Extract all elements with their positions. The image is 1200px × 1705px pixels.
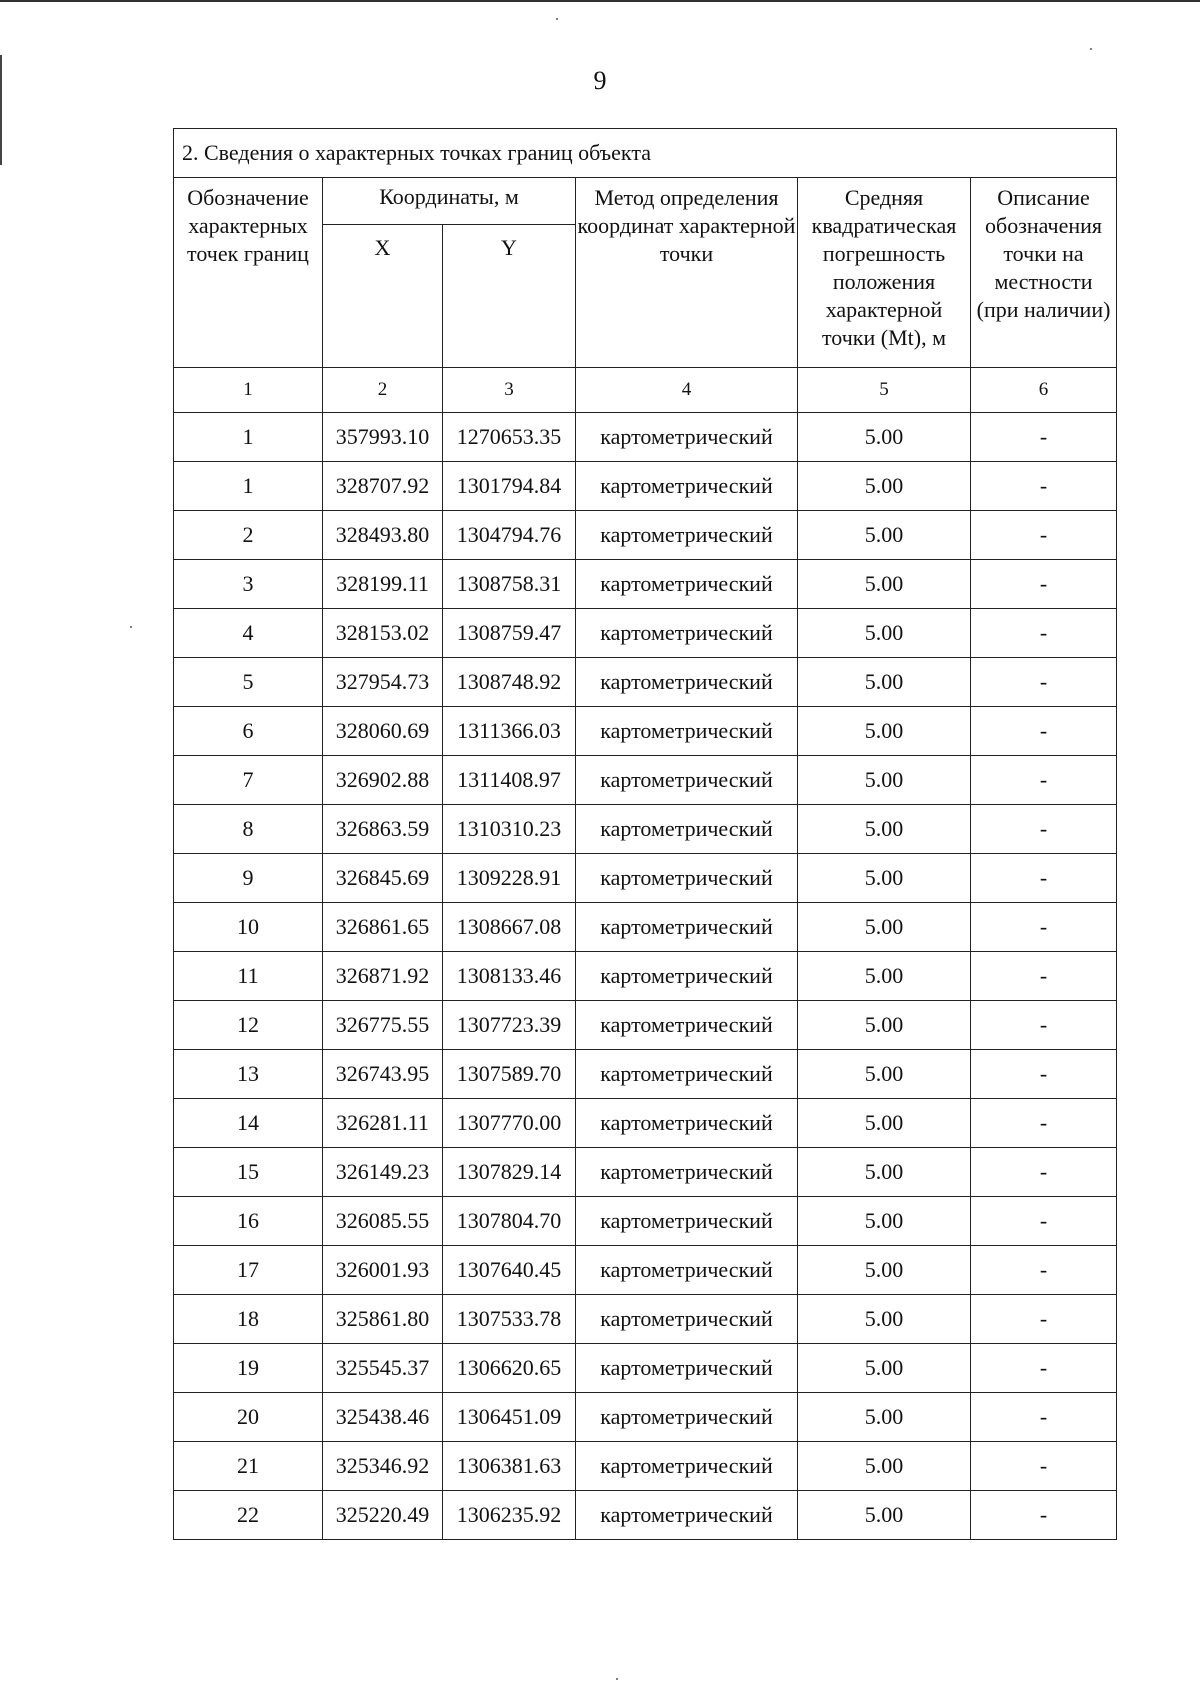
point-number-cell: 2 — [174, 511, 323, 560]
point-number-cell: 16 — [174, 1197, 323, 1246]
x-coordinate-cell: 326861.65 — [323, 903, 443, 952]
table-row — [174, 462, 1117, 511]
x-coordinate-cell: 326902.88 — [323, 756, 443, 805]
table-row — [174, 1099, 1117, 1148]
point-number-cell: 11 — [174, 952, 323, 1001]
description-cell: - — [971, 805, 1117, 854]
x-coordinate-cell: 328199.11 — [323, 560, 443, 609]
table-row — [174, 952, 1117, 1001]
x-coordinate-cell: 326743.95 — [323, 1050, 443, 1099]
x-coordinate-cell: 325545.37 — [323, 1344, 443, 1393]
error-cell: 5.00 — [798, 413, 971, 462]
y-coordinate-cell: 1307533.78 — [443, 1295, 576, 1344]
header-y: Y — [443, 225, 576, 368]
column-number: 2 — [323, 368, 443, 413]
y-coordinate-cell: 1308667.08 — [443, 903, 576, 952]
method-cell: картометрический — [576, 903, 798, 952]
x-coordinate-cell: 326775.55 — [323, 1001, 443, 1050]
table-row — [174, 707, 1117, 756]
header-x: X — [323, 225, 443, 368]
section-title: 2. Сведения о характерных точках границ объекта — [174, 129, 1117, 178]
point-number-cell: 9 — [174, 854, 323, 903]
x-coordinate-cell: 326085.55 — [323, 1197, 443, 1246]
column-number: 5 — [798, 368, 971, 413]
x-coordinate-cell: 325220.49 — [323, 1491, 443, 1540]
description-cell: - — [971, 609, 1117, 658]
column-number: 4 — [576, 368, 798, 413]
y-coordinate-cell: 1308133.46 — [443, 952, 576, 1001]
table-row — [174, 1001, 1117, 1050]
description-cell: - — [971, 952, 1117, 1001]
point-number-cell: 1 — [174, 462, 323, 511]
table-row — [174, 1344, 1117, 1393]
header-method: Метод определения координат характерной точки — [576, 178, 798, 368]
y-coordinate-cell: 1311366.03 — [443, 707, 576, 756]
error-cell: 5.00 — [798, 854, 971, 903]
scan-speck — [556, 18, 558, 20]
description-cell: - — [971, 511, 1117, 560]
description-cell: - — [971, 1442, 1117, 1491]
point-number-cell: 8 — [174, 805, 323, 854]
method-cell: картометрический — [576, 1001, 798, 1050]
y-coordinate-cell: 1308758.31 — [443, 560, 576, 609]
point-number-cell: 20 — [174, 1393, 323, 1442]
error-cell: 5.00 — [798, 658, 971, 707]
point-number-cell: 14 — [174, 1099, 323, 1148]
table-row — [174, 903, 1117, 952]
y-coordinate-cell: 1308759.47 — [443, 609, 576, 658]
method-cell: картометрический — [576, 1442, 798, 1491]
y-coordinate-cell: 1309228.91 — [443, 854, 576, 903]
column-number: 3 — [443, 368, 576, 413]
x-coordinate-cell: 328493.80 — [323, 511, 443, 560]
y-coordinate-cell: 1307640.45 — [443, 1246, 576, 1295]
x-coordinate-cell: 357993.10 — [323, 413, 443, 462]
y-coordinate-cell: 1308748.92 — [443, 658, 576, 707]
method-cell: картометрический — [576, 952, 798, 1001]
description-cell: - — [971, 1295, 1117, 1344]
description-cell: - — [971, 903, 1117, 952]
y-coordinate-cell: 1307829.14 — [443, 1148, 576, 1197]
x-coordinate-cell: 328153.02 — [323, 609, 443, 658]
x-coordinate-cell: 326281.11 — [323, 1099, 443, 1148]
error-cell: 5.00 — [798, 1099, 971, 1148]
error-cell: 5.00 — [798, 1197, 971, 1246]
error-cell: 5.00 — [798, 462, 971, 511]
point-number-cell: 22 — [174, 1491, 323, 1540]
column-number: 1 — [174, 368, 323, 413]
point-number-cell: 13 — [174, 1050, 323, 1099]
error-cell: 5.00 — [798, 1344, 971, 1393]
error-cell: 5.00 — [798, 903, 971, 952]
x-coordinate-cell: 326871.92 — [323, 952, 443, 1001]
method-cell: картометрический — [576, 1099, 798, 1148]
scan-speck — [130, 626, 132, 628]
header-designation: Обозначение характерных точек границ — [174, 178, 323, 368]
x-coordinate-cell: 325438.46 — [323, 1393, 443, 1442]
x-coordinate-cell: 325861.80 — [323, 1295, 443, 1344]
y-coordinate-cell: 1270653.35 — [443, 413, 576, 462]
method-cell: картометрический — [576, 1148, 798, 1197]
method-cell: картометрический — [576, 1295, 798, 1344]
y-coordinate-cell: 1307589.70 — [443, 1050, 576, 1099]
point-number-cell: 19 — [174, 1344, 323, 1393]
column-number: 6 — [971, 368, 1117, 413]
y-coordinate-cell: 1310310.23 — [443, 805, 576, 854]
y-coordinate-cell: 1307804.70 — [443, 1197, 576, 1246]
error-cell: 5.00 — [798, 1491, 971, 1540]
error-cell: 5.00 — [798, 1442, 971, 1491]
point-number-cell: 1 — [174, 413, 323, 462]
error-cell: 5.00 — [798, 707, 971, 756]
description-cell: - — [971, 462, 1117, 511]
description-cell: - — [971, 1050, 1117, 1099]
method-cell: картометрический — [576, 462, 798, 511]
table-row — [174, 756, 1117, 805]
y-coordinate-cell: 1306235.92 — [443, 1491, 576, 1540]
y-coordinate-cell: 1301794.84 — [443, 462, 576, 511]
error-cell: 5.00 — [798, 756, 971, 805]
table-row — [174, 854, 1117, 903]
description-cell: - — [971, 1001, 1117, 1050]
y-coordinate-cell: 1307770.00 — [443, 1099, 576, 1148]
error-cell: 5.00 — [798, 805, 971, 854]
description-cell: - — [971, 1197, 1117, 1246]
y-coordinate-cell: 1306451.09 — [443, 1393, 576, 1442]
scan-top-edge — [0, 0, 1200, 2]
table-row — [174, 1050, 1117, 1099]
page-number: 9 — [593, 66, 607, 95]
point-number-cell: 7 — [174, 756, 323, 805]
header-coordinates: Координаты, м — [323, 178, 576, 225]
table-row — [174, 1393, 1117, 1442]
column-numbers-row — [174, 368, 1117, 413]
y-coordinate-cell: 1307723.39 — [443, 1001, 576, 1050]
x-coordinate-cell: 327954.73 — [323, 658, 443, 707]
method-cell: картометрический — [576, 1393, 798, 1442]
header-description: Описание обозначения точки на местности (при наличии) — [971, 178, 1117, 368]
description-cell: - — [971, 1246, 1117, 1295]
method-cell: картометрический — [576, 658, 798, 707]
table-row — [174, 413, 1117, 462]
method-cell: картометрический — [576, 1197, 798, 1246]
header-error: Средняя квадратическая погрешность положения характерной точки (Mt), м — [798, 178, 971, 368]
table-row — [174, 609, 1117, 658]
scan-speck — [1090, 48, 1092, 50]
description-cell: - — [971, 658, 1117, 707]
table-row — [174, 511, 1117, 560]
table-row — [174, 1197, 1117, 1246]
method-cell: картометрический — [576, 560, 798, 609]
method-cell: картометрический — [576, 756, 798, 805]
table-row — [174, 560, 1117, 609]
error-cell: 5.00 — [798, 1393, 971, 1442]
table-row — [174, 1442, 1117, 1491]
x-coordinate-cell: 325346.92 — [323, 1442, 443, 1491]
method-cell: картометрический — [576, 413, 798, 462]
description-cell: - — [971, 756, 1117, 805]
error-cell: 5.00 — [798, 609, 971, 658]
method-cell: картометрический — [576, 609, 798, 658]
method-cell: картометрический — [576, 1050, 798, 1099]
description-cell: - — [971, 560, 1117, 609]
error-cell: 5.00 — [798, 1295, 971, 1344]
point-number-cell: 12 — [174, 1001, 323, 1050]
table-row — [174, 805, 1117, 854]
point-number-cell: 21 — [174, 1442, 323, 1491]
table-row — [174, 1295, 1117, 1344]
point-number-cell: 18 — [174, 1295, 323, 1344]
x-coordinate-cell: 328060.69 — [323, 707, 443, 756]
error-cell: 5.00 — [798, 1001, 971, 1050]
error-cell: 5.00 — [798, 952, 971, 1001]
boundary-points-table — [173, 128, 1117, 1540]
method-cell: картометрический — [576, 805, 798, 854]
y-coordinate-cell: 1304794.76 — [443, 511, 576, 560]
error-cell: 5.00 — [798, 1050, 971, 1099]
x-coordinate-cell: 326863.59 — [323, 805, 443, 854]
point-number-cell: 10 — [174, 903, 323, 952]
description-cell: - — [971, 1148, 1117, 1197]
table-row — [174, 1148, 1117, 1197]
error-cell: 5.00 — [798, 1148, 971, 1197]
y-coordinate-cell: 1306381.63 — [443, 1442, 576, 1491]
scan-speck — [616, 1678, 618, 1680]
point-number-cell: 3 — [174, 560, 323, 609]
description-cell: - — [971, 1491, 1117, 1540]
y-coordinate-cell: 1306620.65 — [443, 1344, 576, 1393]
method-cell: картометрический — [576, 707, 798, 756]
x-coordinate-cell: 326845.69 — [323, 854, 443, 903]
error-cell: 5.00 — [798, 560, 971, 609]
point-number-cell: 6 — [174, 707, 323, 756]
table-row — [174, 1491, 1117, 1540]
x-coordinate-cell: 328707.92 — [323, 462, 443, 511]
error-cell: 5.00 — [798, 1246, 971, 1295]
description-cell: - — [971, 854, 1117, 903]
y-coordinate-cell: 1311408.97 — [443, 756, 576, 805]
method-cell: картометрический — [576, 1344, 798, 1393]
method-cell: картометрический — [576, 854, 798, 903]
error-cell: 5.00 — [798, 511, 971, 560]
point-number-cell: 15 — [174, 1148, 323, 1197]
point-number-cell: 5 — [174, 658, 323, 707]
description-cell: - — [971, 413, 1117, 462]
point-number-cell: 17 — [174, 1246, 323, 1295]
x-coordinate-cell: 326001.93 — [323, 1246, 443, 1295]
method-cell: картометрический — [576, 511, 798, 560]
description-cell: - — [971, 1344, 1117, 1393]
description-cell: - — [971, 1099, 1117, 1148]
method-cell: картометрический — [576, 1246, 798, 1295]
table-row — [174, 1246, 1117, 1295]
table-row — [174, 658, 1117, 707]
description-cell: - — [971, 707, 1117, 756]
description-cell: - — [971, 1393, 1117, 1442]
point-number-cell: 4 — [174, 609, 323, 658]
method-cell: картометрический — [576, 1491, 798, 1540]
x-coordinate-cell: 326149.23 — [323, 1148, 443, 1197]
